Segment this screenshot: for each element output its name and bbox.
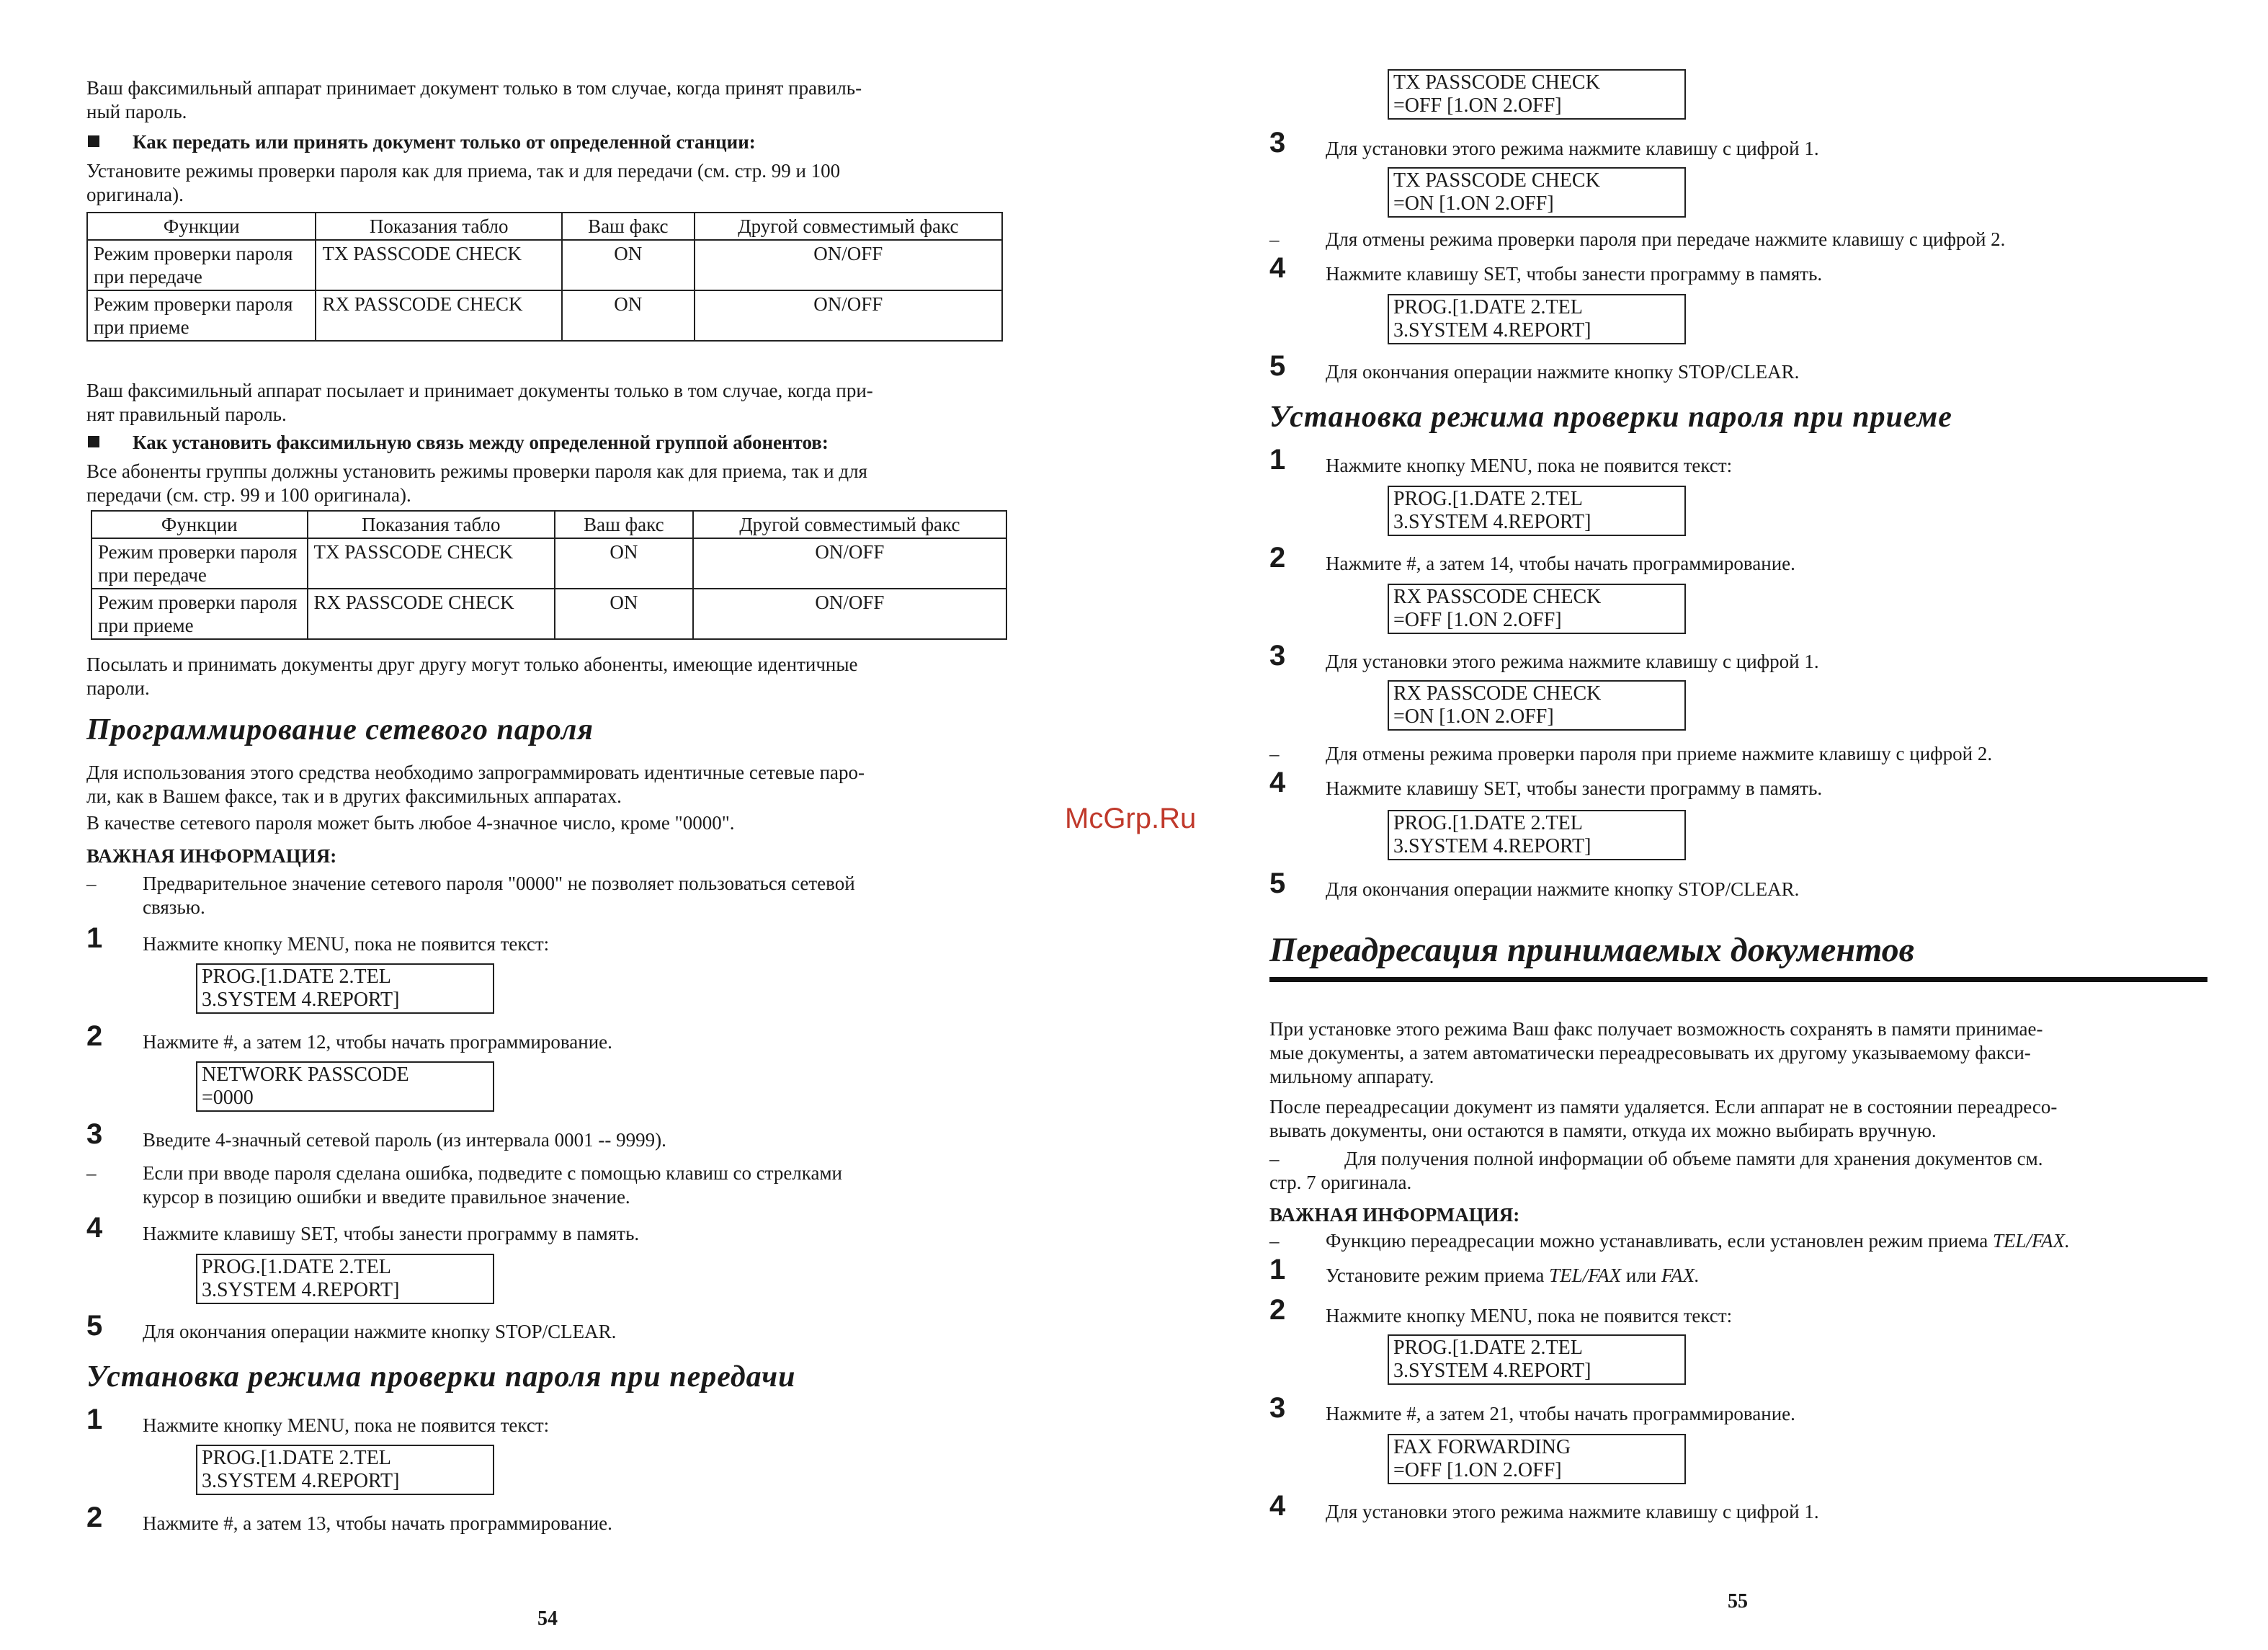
important-note: – Предварительное значение сетевого пароля "0000" не позволяет пользоваться сетевой связью. xyxy=(86,873,855,918)
dash-marker: – xyxy=(86,873,97,894)
step-text: Установите режим приема TEL/FAX или FAX. xyxy=(1326,1265,1700,1286)
paragraph: Для использования этого средства необходимо запрограммировать идентичные сетевые паро- ли, как в Вашем факсе, так и в других факсимильных аппаратах. В качестве сетевого пароля может быть любое 4-значное число, кроме "0000". xyxy=(86,762,865,834)
dash-marker: – xyxy=(1269,1230,1280,1252)
intro-paragraph xyxy=(86,76,862,124)
lcd-display: PROG.[1.DATE 2.TEL 3.SYSTEM 4.REPORT] xyxy=(1388,486,1686,536)
paragraph: Посылать и принимать документы друг другу могут только абоненты, имеющие идентичные пароли. xyxy=(86,654,858,699)
step-text: Нажмите клавишу SET, чтобы занести программу в память. xyxy=(1326,777,1823,799)
table-cell: ON xyxy=(562,290,695,341)
step-number: 3 xyxy=(86,1118,103,1150)
table-cell: Режим проверки пароля при передаче xyxy=(87,240,316,290)
lcd-display: RX PASSCODE CHECK =ON [1.ON 2.OFF] xyxy=(1388,680,1686,731)
table-header-cell: Другой совместимый факс xyxy=(695,213,1002,240)
section-title-rx-passcode: Установка режима проверки пароля при приеме xyxy=(1269,401,1952,434)
lcd-display: PROG.[1.DATE 2.TEL 3.SYSTEM 4.REPORT] xyxy=(196,1445,494,1495)
table-cell: ON/OFF xyxy=(695,240,1002,290)
section-title-fax-forwarding: Переадресация принимаемых документов xyxy=(1269,931,1915,969)
section-title-network-passcode: Программирование сетевого пароля xyxy=(86,713,594,746)
step-number: 1 xyxy=(86,922,103,954)
lcd-display: PROG.[1.DATE 2.TEL 3.SYSTEM 4.REPORT] xyxy=(1388,294,1686,344)
square-bullet-icon xyxy=(88,436,99,447)
table-row xyxy=(87,240,1002,290)
step-text: Нажмите #, а затем 14, чтобы начать программирование. xyxy=(1326,553,1795,574)
table-header-cell: Показания табло xyxy=(308,511,555,538)
square-bullet-icon xyxy=(88,135,99,147)
table-cell: RX PASSCODE CHECK xyxy=(308,589,555,639)
dash-marker: – xyxy=(1269,1148,1280,1169)
table-header-cell: Ваш факс xyxy=(555,511,693,538)
step-text: Нажмите клавишу SET, чтобы занести программу в память. xyxy=(1326,263,1823,285)
table-header-cell: Функции xyxy=(87,213,316,240)
important-heading: ВАЖНАЯ ИНФОРМАЦИЯ: xyxy=(1269,1204,1520,1226)
title-underline xyxy=(1269,977,2207,982)
step-note: – Для отмены режима проверки пароля при приеме нажмите клавишу с цифрой 2. xyxy=(1269,743,1993,764)
lcd-display: RX PASSCODE CHECK =OFF [1.ON 2.OFF] xyxy=(1388,584,1686,634)
table-cell: RX PASSCODE CHECK xyxy=(316,290,561,341)
table-header-cell: Показания табло xyxy=(316,213,561,240)
step-number: 5 xyxy=(1269,868,1286,899)
table-header-cell: Другой совместимый факс xyxy=(693,511,1006,538)
step-text: Нажмите кнопку MENU, пока не появится текст: xyxy=(1326,455,1733,476)
lcd-display: TX PASSCODE CHECK =OFF [1.ON 2.OFF] xyxy=(1388,69,1686,120)
important-heading: ВАЖНАЯ ИНФОРМАЦИЯ: xyxy=(86,845,337,867)
lcd-display: NETWORK PASSCODE =0000 xyxy=(196,1061,494,1112)
table-cell: ON xyxy=(562,240,695,290)
step-number: 2 xyxy=(86,1020,103,1052)
step-text: Для установки этого режима нажмите клавишу с цифрой 1. xyxy=(1326,1501,1819,1522)
step-note: – Если при вводе пароля сделана ошибка, подведите с помощью клавиш со стрелками курсор в позицию ошибки и введите правильное значение. xyxy=(86,1162,843,1208)
step-text: Нажмите #, а затем 13, чтобы начать программирование. xyxy=(143,1512,612,1534)
paragraph-note: – Для получения полной информации об объеме памяти для хранения документов см. стр. 7 оригинала. xyxy=(1269,1148,2043,1193)
table-header-row xyxy=(87,213,1002,240)
step-text: Для окончания операции нажмите кнопку STOP/CLEAR. xyxy=(1326,361,1800,383)
step-text: Нажмите #, а затем 21, чтобы начать программирование. xyxy=(1326,1403,1795,1424)
step-number: 2 xyxy=(1269,542,1286,574)
step-number: 3 xyxy=(1269,127,1286,159)
step-number: 4 xyxy=(1269,1490,1286,1522)
table-header-cell: Функции xyxy=(91,511,308,538)
dash-marker: – xyxy=(1269,228,1280,250)
watermark: McGrp.Ru xyxy=(1065,803,1197,834)
table-row xyxy=(87,290,1002,341)
lcd-display: PROG.[1.DATE 2.TEL 3.SYSTEM 4.REPORT] xyxy=(196,1254,494,1304)
paragraph: Установите режимы проверки пароля как для приема, так и для передачи (см. стр. 99 и 100 оригинала). xyxy=(86,160,841,205)
lcd-display: PROG.[1.DATE 2.TEL 3.SYSTEM 4.REPORT] xyxy=(1388,810,1686,860)
passcode-table-group xyxy=(91,510,1007,640)
step-number: 1 xyxy=(86,1404,103,1435)
paragraph: Ваш факсимильный аппарат посылает и принимает документы только в том случае, когда при- нят правильный пароль. xyxy=(86,380,873,425)
table-header-row xyxy=(91,511,1006,538)
step-text: Для окончания операции нажмите кнопку STOP/CLEAR. xyxy=(1326,878,1800,900)
text-line: ный пароль. xyxy=(86,101,187,122)
paragraph: После переадресации документ из памяти удаляется. Если аппарат не в состоянии переадресо- вывать документы, они остаются в памяти, откуда их можно выбирать вручную. xyxy=(1269,1096,2058,1141)
lcd-display: FAX FORWARDING =OFF [1.ON 2.OFF] xyxy=(1388,1434,1686,1484)
table-row xyxy=(91,589,1006,639)
step-text: Нажмите кнопку MENU, пока не появится текст: xyxy=(143,1414,550,1436)
step-text: Для установки этого режима нажмите клавишу с цифрой 1. xyxy=(1326,651,1819,672)
table-cell: Режим проверки пароля при приеме xyxy=(91,589,308,639)
page-number: 54 xyxy=(537,1607,558,1630)
step-text: Для установки этого режима нажмите клавишу с цифрой 1. xyxy=(1326,138,1819,159)
dash-marker: – xyxy=(86,1162,97,1184)
text-line: Ваш факсимильный аппарат принимает документ только в том случае, когда принят правиль- xyxy=(86,77,862,99)
step-number: 1 xyxy=(1269,1254,1286,1285)
left-page xyxy=(86,0,1023,1650)
bullet-heading-station: Как передать или принять документ только от определенной станции: xyxy=(86,130,756,154)
step-number: 5 xyxy=(86,1310,103,1342)
table-cell: ON/OFF xyxy=(693,538,1006,589)
dash-marker: – xyxy=(1269,743,1280,764)
step-number: 2 xyxy=(1269,1294,1286,1326)
table-header-cell: Ваш факс xyxy=(562,213,695,240)
table-cell: Режим проверки пароля при передаче xyxy=(91,538,308,589)
lcd-display: PROG.[1.DATE 2.TEL 3.SYSTEM 4.REPORT] xyxy=(1388,1334,1686,1385)
step-number: 5 xyxy=(1269,350,1286,382)
table-cell: ON/OFF xyxy=(695,290,1002,341)
section-title-tx-passcode: Установка режима проверки пароля при передачи xyxy=(86,1360,796,1393)
table-cell: ON xyxy=(555,538,693,589)
step-number: 2 xyxy=(86,1502,103,1533)
right-page xyxy=(1269,0,2206,1650)
table-cell: TX PASSCODE CHECK xyxy=(316,240,561,290)
step-number: 4 xyxy=(1269,252,1286,284)
step-number: 4 xyxy=(86,1212,103,1244)
paragraph: Все абоненты группы должны установить режимы проверки пароля как для приема, так и для передачи (см. стр. 99 и 100 оригинала). xyxy=(86,460,867,506)
table-cell: ON/OFF xyxy=(693,589,1006,639)
important-note: – Функцию переадресации можно устанавливать, если установлен режим приема TEL/FAX. xyxy=(1269,1230,2070,1252)
step-number: 4 xyxy=(1269,767,1286,798)
step-text: Введите 4-значный сетевой пароль (из интервала 0001 -- 9999). xyxy=(143,1129,666,1151)
step-text: Нажмите кнопку MENU, пока не появится текст: xyxy=(143,933,550,955)
page-number: 55 xyxy=(1728,1590,1748,1613)
table-row xyxy=(91,538,1006,589)
step-number: 1 xyxy=(1269,444,1286,476)
passcode-table-station xyxy=(86,212,1003,342)
step-text: Для окончания операции нажмите кнопку STOP/CLEAR. xyxy=(143,1321,617,1342)
step-text: Нажмите #, а затем 12, чтобы начать программирование. xyxy=(143,1031,612,1053)
table-cell: Режим проверки пароля при приеме xyxy=(87,290,316,341)
step-text: Нажмите кнопку MENU, пока не появится текст: xyxy=(1326,1305,1733,1326)
paragraph: При установке этого режима Ваш факс получает возможность сохранять в памяти принимае- мые документы, а затем автоматически переадресовывать их другому указываемому факси- мильному аппарату. xyxy=(1269,1018,2043,1087)
table-cell: TX PASSCODE CHECK xyxy=(308,538,555,589)
step-text: Нажмите клавишу SET, чтобы занести программу в память. xyxy=(143,1223,640,1244)
bullet-heading-group: Как установить факсимильную связь между определенной группой абонентов: xyxy=(86,431,829,455)
step-number: 3 xyxy=(1269,640,1286,672)
lcd-display: PROG.[1.DATE 2.TEL 3.SYSTEM 4.REPORT] xyxy=(196,963,494,1014)
step-note: – Для отмены режима проверки пароля при передаче нажмите клавишу с цифрой 2. xyxy=(1269,228,2006,250)
table-cell: ON xyxy=(555,589,693,639)
lcd-display: TX PASSCODE CHECK =ON [1.ON 2.OFF] xyxy=(1388,167,1686,218)
step-number: 3 xyxy=(1269,1392,1286,1424)
